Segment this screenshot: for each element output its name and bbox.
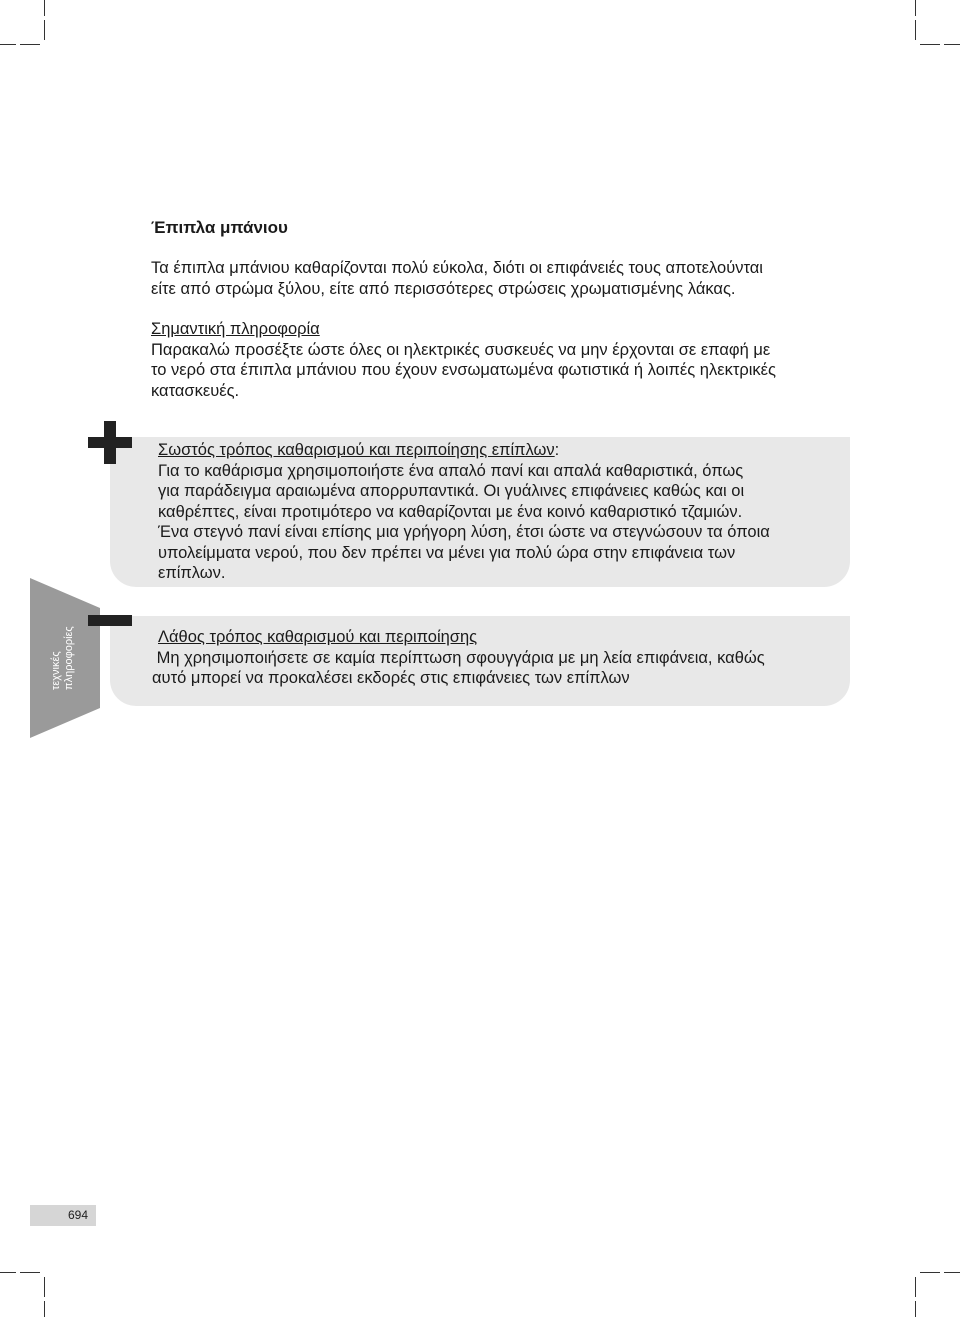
section-heading: Έπιπλα μπάνιου <box>151 218 288 237</box>
text-line: για παράδειγμα αραιωμένα απορρυπαντικά. Οι γυάλινες επιφάνειες καθώς και οι <box>158 482 745 500</box>
correct-method-colon: : <box>554 441 560 459</box>
wrong-method-heading <box>152 627 765 648</box>
text-line: καθρέπτες, είναι προτιμότερο να καθαρίζονται με ένα κοινό καθαριστικό τζαμιών. <box>158 502 743 521</box>
crop-mark <box>44 20 45 40</box>
crop-mark <box>0 1272 16 1273</box>
crop-mark <box>20 1272 40 1273</box>
page-number-box <box>30 1205 96 1226</box>
text-line: το νερό στα έπιπλα μπάνιου που έχουν ενσωματωμένα φωτιστικά ή λοιπές ηλεκτρικές <box>151 361 776 379</box>
text-line: Για το καθάρισμα χρησιμοποιήστε ένα απαλό πανί και απαλά καθαριστικά, όπως <box>158 461 744 480</box>
crop-mark <box>915 1301 916 1317</box>
plus-icon-vertical <box>104 421 116 464</box>
text-line: Ένα στεγνό πανί είναι επίσης μια γρήγορη λύση, έτσι ώστε να στεγνώσουν τα όποια <box>158 523 770 541</box>
text-line: επίπλων. <box>158 564 226 582</box>
crop-mark <box>915 20 916 40</box>
correct-method-heading <box>158 440 770 461</box>
side-label-line: πληροφορίες <box>63 626 75 690</box>
text-line: Μη χρησιμοποιήσετε σε καμία περίπτωση σφουγγάρια με μη λεία επιφάνεια, καθώς <box>152 648 765 667</box>
wrong-method-text <box>152 627 765 689</box>
text-line: αυτό μπορεί να προκαλέσει εκδορές στις επιφάνειες των επίπλων <box>152 669 630 687</box>
crop-mark <box>944 44 960 45</box>
text-line: υπολείμματα νερού, που δεν πρέπει να μένει για πολύ ώρα στην επιφάνεια των <box>158 543 736 562</box>
crop-mark <box>944 1272 960 1273</box>
crop-mark <box>920 44 940 45</box>
crop-mark <box>915 0 916 16</box>
crop-mark <box>20 44 40 45</box>
crop-mark <box>0 44 16 45</box>
crop-mark <box>915 1277 916 1297</box>
side-section-label <box>50 626 76 690</box>
correct-method-text <box>158 440 770 584</box>
page-number: 694 <box>67 1208 88 1222</box>
crop-mark <box>44 1277 45 1297</box>
important-info-label: Σημαντική πληροφορία <box>151 320 320 338</box>
crop-mark <box>920 1272 940 1273</box>
minus-icon <box>88 615 132 626</box>
text-line: Παρακαλώ προσέξτε ώστε όλες οι ηλεκτρικές συσκευές να μην έρχονται σε επαφή με <box>151 340 771 359</box>
text-line: Τα έπιπλα μπάνιου καθαρίζονται πολύ εύκολα, διότι οι επιφάνειές τους αποτελούνται <box>151 259 763 277</box>
important-info-paragraph <box>151 319 851 401</box>
wrong-method-label: Λάθος τρόπος καθαρισμού και περιποίησης <box>158 628 478 646</box>
text-line: κατασκευές. <box>151 381 240 400</box>
text-line: είτε από στρώμα ξύλου, είτε από περισσότερες στρώσεις χρωματισμένης λάκας. <box>151 279 736 298</box>
correct-method-label: Σωστός τρόπος καθαρισμού και περιποίησης επίπλων <box>158 441 555 459</box>
intro-paragraph <box>151 258 851 299</box>
crop-mark <box>44 1301 45 1317</box>
side-label-line: τεχνικές <box>50 651 62 690</box>
crop-mark <box>44 0 45 16</box>
